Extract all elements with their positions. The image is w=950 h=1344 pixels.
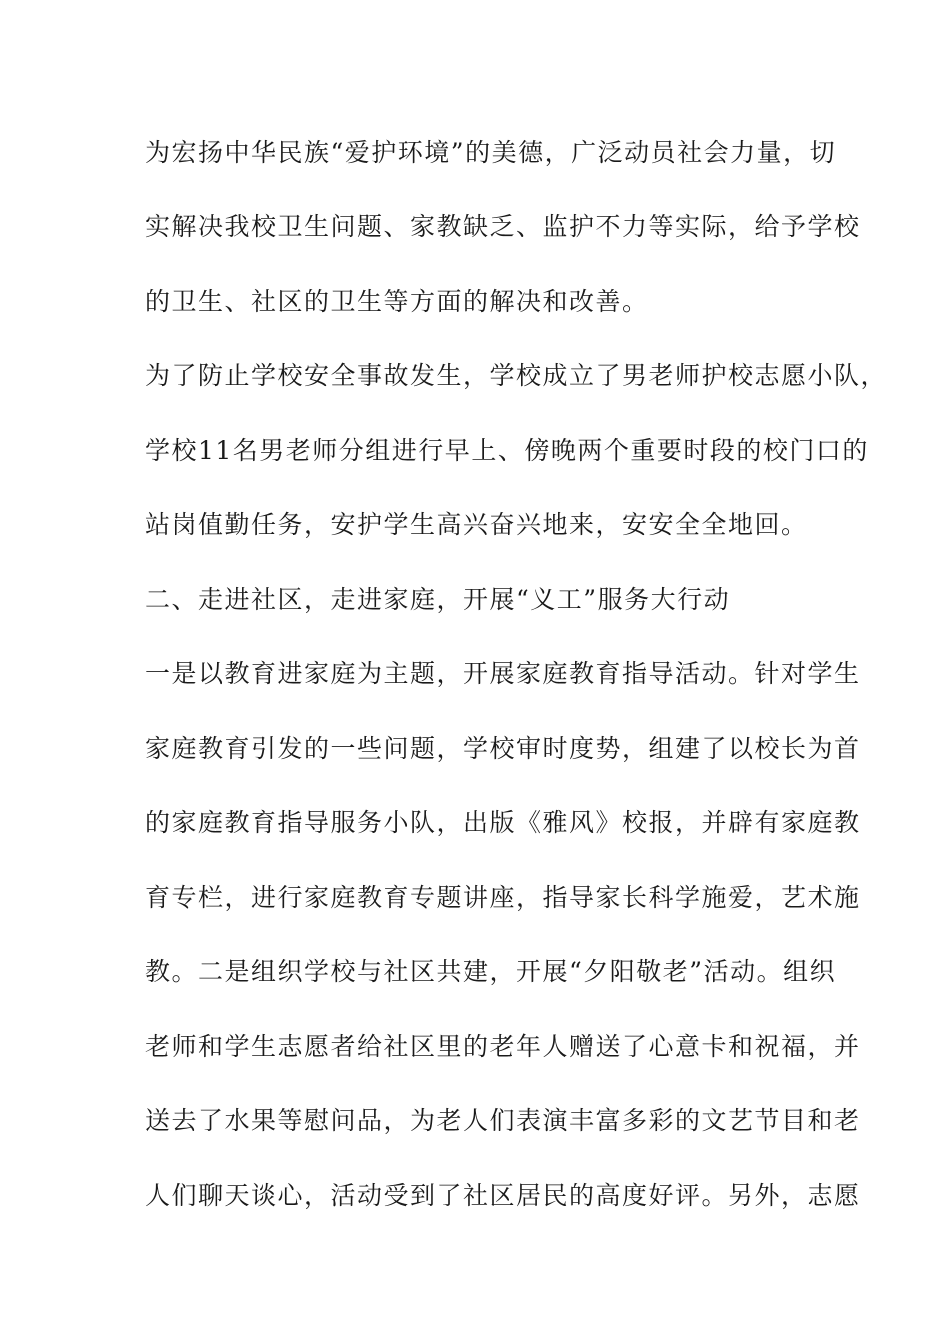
text-line: 为宏扬中华民族“爱护环境”的美德，广泛动员社会力量，切 (145, 138, 837, 167)
text-line: 的家庭教育指导服务小队，出版《雅风》校报，并辟有家庭教 (145, 808, 861, 837)
text-line: 育专栏，进行家庭教育专题讲座，指导家长科学施爱，艺术施 (145, 883, 861, 912)
text-line: 站岗值勤任务，安护学生高兴奋兴地来，安安全全地回。 (145, 510, 808, 539)
section-heading: 二、走进社区，走进家庭，开展“义工”服务大行动 (145, 585, 731, 614)
text-line: 老师和学生志愿者给社区里的老年人赠送了心意卡和祝福，并 (145, 1032, 861, 1061)
text-line: 实解决我校卫生问题、家教缺乏、监护不力等实际，给予学校 (145, 212, 861, 241)
text-line: 人们聊天谈心，活动受到了社区居民的高度好评。另外，志愿 (145, 1181, 861, 1210)
text-line: 的卫生、社区的卫生等方面的解决和改善。 (145, 287, 649, 316)
text-line: 家庭教育引发的一些问题，学校审时度势，组建了以校长为首 (145, 734, 861, 763)
text-line: 为了防止学校安全事故发生，学校成立了男老师护校志愿小队， (145, 361, 888, 390)
text-line: 学校11名男老师分组进行早上、傍晚两个重要时段的校门口的 (145, 436, 869, 465)
text-line: 教。二是组织学校与社区共建，开展“夕阳敬老”活动。组织 (145, 957, 837, 986)
text-line: 一是以教育进家庭为主题，开展家庭教育指导活动。针对学生 (145, 659, 861, 688)
text-line: 送去了水果等慰问品，为老人们表演丰富多彩的文艺节目和老 (145, 1106, 861, 1135)
